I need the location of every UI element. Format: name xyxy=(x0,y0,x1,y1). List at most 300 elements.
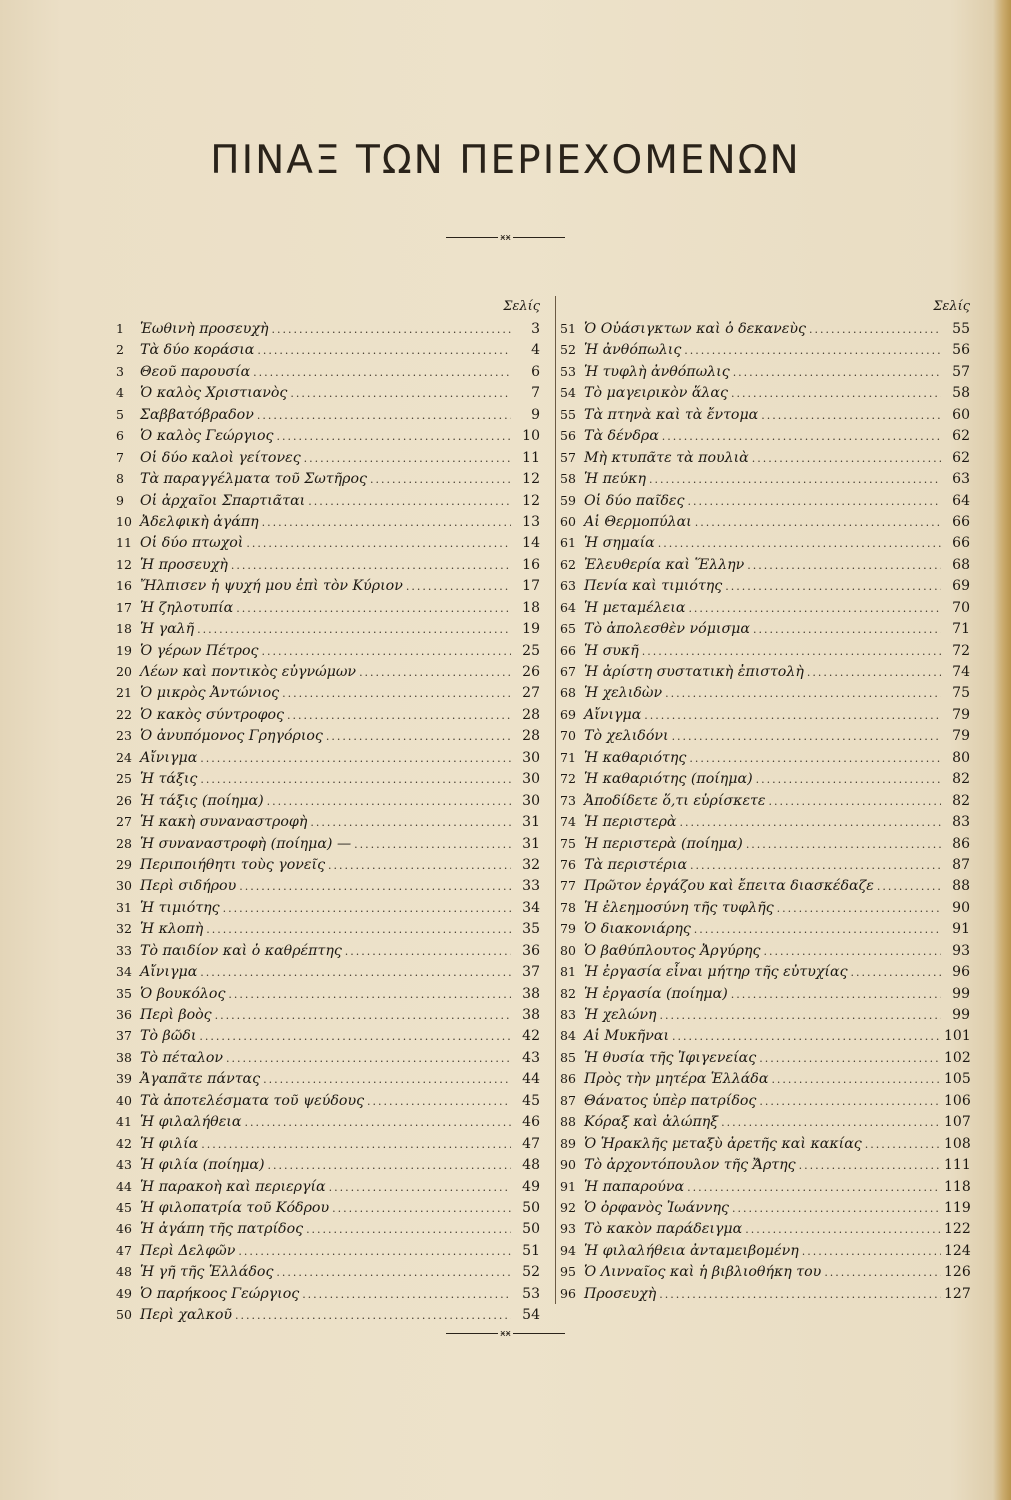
entry-number: 84 xyxy=(560,1028,576,1044)
dot-leader xyxy=(756,769,941,790)
toc-entry xyxy=(560,961,970,982)
entry-number: 7 xyxy=(116,449,124,465)
entry-number: 61 xyxy=(560,535,576,551)
entry-number: 69 xyxy=(560,706,576,722)
entry-number: 20 xyxy=(116,664,132,679)
dot-leader xyxy=(310,812,511,833)
entry-page: 31 xyxy=(522,814,540,831)
entry-number: 1 xyxy=(116,321,124,336)
entry-title: Τὰ πτηνὰ καὶ τὰ ἔντομα xyxy=(584,406,759,423)
entry-number: 83 xyxy=(560,1007,576,1022)
entry-title: Πενία καὶ τιμιότης xyxy=(584,578,723,595)
entry-number: 39 xyxy=(116,1071,132,1087)
entry-title: Ἡ περιστερὰ xyxy=(584,814,677,831)
entry-title: Τὰ ἀποτελέσματα τοῦ ψεύδους xyxy=(140,1092,365,1109)
entry-title: Ἡ συναναστροφὴ (ποίημα) — xyxy=(140,835,352,852)
entry-number: 21 xyxy=(116,685,132,701)
entry-page: 14 xyxy=(522,535,540,552)
toc-entry xyxy=(560,554,970,575)
toc-entry xyxy=(560,725,970,746)
entry-title: Ἡ ἐλεημοσύνη τῆς τυφλῆς xyxy=(584,899,774,916)
entry-page: 34 xyxy=(522,899,540,916)
dot-leader xyxy=(688,598,941,619)
entry-number: 85 xyxy=(560,1049,576,1065)
toc-entry xyxy=(560,1047,970,1068)
entry-title: Ἡ χελιδὼν xyxy=(584,685,663,702)
entry-title: Τὸ ἀρχοντόπουλον τῆς Ἄρτης xyxy=(584,1157,796,1174)
entry-page: 30 xyxy=(522,771,540,788)
entry-number: 81 xyxy=(560,964,576,980)
entry-title: Ἡ καθαριότης xyxy=(584,749,687,766)
toc-entry xyxy=(560,1240,970,1261)
entry-page: 3 xyxy=(531,321,540,337)
dot-leader xyxy=(206,919,511,940)
entry-page: 82 xyxy=(952,771,970,788)
entry-title: Ἡ τυφλὴ ἀνθόπωλις xyxy=(584,363,730,380)
entry-number: 32 xyxy=(116,921,132,937)
entry-page: 87 xyxy=(952,856,970,873)
entry-title: Ἡ κακὴ συναναστροφὴ xyxy=(140,814,308,831)
entry-number: 8 xyxy=(116,471,124,487)
entry-title: Ἡ μεταμέλεια xyxy=(584,599,686,616)
dot-leader xyxy=(695,512,941,533)
toc-entry xyxy=(560,640,970,661)
dot-leader xyxy=(276,1262,511,1283)
entry-page: 111 xyxy=(944,1157,971,1174)
entry-number: 36 xyxy=(116,1007,132,1022)
dot-leader xyxy=(287,705,511,726)
entry-page: 26 xyxy=(522,664,540,680)
dot-leader xyxy=(799,1155,941,1176)
toc-entry xyxy=(116,875,540,896)
entry-page: 28 xyxy=(522,706,540,723)
entry-number: 64 xyxy=(560,599,576,615)
dot-leader xyxy=(649,469,941,490)
toc-entry xyxy=(116,339,540,360)
entry-number: 67 xyxy=(560,664,576,679)
entry-number: 55 xyxy=(560,406,576,422)
dot-leader xyxy=(328,855,511,876)
entry-title: Οἱ ἀρχαῖοι Σπαρτιᾶται xyxy=(140,492,306,509)
dot-leader xyxy=(771,1069,941,1090)
entry-page: 60 xyxy=(952,406,970,423)
toc-entry xyxy=(116,575,540,596)
toc-entry xyxy=(560,661,970,682)
dot-leader xyxy=(642,641,941,662)
dot-leader xyxy=(238,1241,511,1262)
dot-leader xyxy=(262,512,511,533)
entry-number: 60 xyxy=(560,513,576,529)
toc-entry xyxy=(116,1261,540,1282)
dot-leader xyxy=(367,1091,511,1112)
entry-number: 90 xyxy=(560,1157,576,1173)
dot-leader xyxy=(763,941,941,962)
entry-number: 74 xyxy=(560,814,576,830)
toc-list-right xyxy=(560,318,970,1304)
dot-leader xyxy=(689,748,941,769)
entry-title: Τὸ παιδίον καὶ ὁ καθρέπτης xyxy=(140,942,342,959)
toc-entry xyxy=(116,897,540,918)
toc-entry xyxy=(116,511,540,532)
entry-title: Ἡ ἐργασία εἶναι μήτηρ τῆς εὐτυχίας xyxy=(584,964,848,981)
entry-number: 48 xyxy=(116,1264,132,1280)
dot-leader xyxy=(731,984,941,1005)
entry-number: 78 xyxy=(560,899,576,915)
entry-page: 38 xyxy=(522,1007,540,1023)
entry-page: 75 xyxy=(952,685,970,702)
dot-leader xyxy=(262,641,511,662)
entry-title: Ἀδελφικὴ ἀγάπη xyxy=(140,513,259,530)
dot-leader xyxy=(223,898,511,919)
dot-leader xyxy=(725,576,941,597)
entry-page: 56 xyxy=(952,342,970,359)
entry-page: 16 xyxy=(522,556,540,573)
entry-number: 33 xyxy=(116,942,132,958)
entry-title: Μὴ κτυπᾶτε τὰ πουλιὰ xyxy=(584,449,749,466)
toc-entry xyxy=(560,682,970,703)
entry-title: Ἡ ἐργασία (ποίημα) xyxy=(584,985,728,1002)
entry-page: 27 xyxy=(522,685,540,702)
entry-page: 107 xyxy=(944,1114,971,1131)
entry-title: Ὁ παρήκοος Γεώργιος xyxy=(140,1285,300,1302)
dot-leader xyxy=(200,748,511,769)
toc-entry xyxy=(116,468,540,489)
entry-title: Οἱ δύο πτωχοὶ xyxy=(140,535,244,552)
entry-title: Προσευχὴ xyxy=(584,1285,657,1302)
page-edge xyxy=(993,0,1011,1500)
toc-entry xyxy=(560,1133,970,1154)
entry-page: 102 xyxy=(944,1049,971,1066)
entry-number: 96 xyxy=(560,1285,576,1301)
entry-page: 122 xyxy=(944,1221,971,1238)
entry-page: 49 xyxy=(522,1178,540,1195)
dot-leader xyxy=(215,1005,511,1026)
entry-page: 30 xyxy=(522,749,540,766)
entry-number: 59 xyxy=(560,492,576,508)
entry-page: 118 xyxy=(944,1178,971,1195)
entry-page: 93 xyxy=(952,942,970,959)
entry-title: Περὶ σιδήρου xyxy=(140,878,237,895)
entry-page: 57 xyxy=(952,363,970,380)
entry-number: 41 xyxy=(116,1114,132,1130)
toc-entry xyxy=(116,1240,540,1261)
entry-page: 119 xyxy=(944,1199,971,1216)
entry-number: 42 xyxy=(116,1135,132,1151)
dot-leader xyxy=(732,1198,941,1219)
toc-entry xyxy=(560,1218,970,1239)
dot-leader xyxy=(268,1155,511,1176)
entry-number: 51 xyxy=(560,321,576,336)
entry-page: 69 xyxy=(952,578,970,595)
entry-title: Τὰ περιστέρια xyxy=(584,856,688,873)
entry-title: Ἡ ἀνθόπωλις xyxy=(584,342,682,359)
toc-entry xyxy=(560,339,970,360)
entry-title: Ὁ καλὸς Χριστιανὸς xyxy=(140,385,288,402)
entry-title: Ἑωθινὴ προσευχὴ xyxy=(140,321,269,337)
toc-entry xyxy=(560,468,970,489)
entry-page: 32 xyxy=(522,856,540,873)
entry-title: Ἀποδίδετε ὅ,τι εὑρίσκετε xyxy=(584,792,766,809)
entry-page: 83 xyxy=(952,814,970,831)
entry-title: Ἡ ἀρίστη συστατικὴ ἐπιστολὴ xyxy=(584,664,804,680)
toc-entry xyxy=(116,768,540,789)
toc-entry xyxy=(116,833,540,854)
page-title: ΠΙΝΑΞ ΤΩΝ ΠΕΡΙΕΧΟΜΕΝΩΝ xyxy=(210,138,801,183)
entry-page: 46 xyxy=(522,1114,540,1131)
entry-page: 105 xyxy=(944,1071,971,1088)
dot-leader xyxy=(406,576,511,597)
entry-number: 28 xyxy=(116,835,132,851)
entry-title: Περιποιήθητι τοὺς γονεῖς xyxy=(140,856,326,873)
entry-title: Ὁ γέρων Πέτρος xyxy=(140,642,259,659)
dot-leader xyxy=(777,898,941,919)
toc-entry xyxy=(560,361,970,382)
entry-number: 12 xyxy=(116,556,132,572)
entry-number: 82 xyxy=(560,985,576,1001)
dot-leader xyxy=(271,319,511,340)
entry-title: Ὁ Λινναῖος καὶ ἡ βιβλιοθήκη του xyxy=(584,1264,822,1281)
entry-number: 95 xyxy=(560,1264,576,1280)
dot-leader xyxy=(201,1134,511,1155)
entry-title: Ὁ βουκόλος xyxy=(140,985,226,1002)
dot-leader xyxy=(658,533,941,554)
dot-leader xyxy=(199,1026,511,1047)
dot-leader xyxy=(753,619,941,640)
toc-entry xyxy=(116,725,540,746)
entry-number: 17 xyxy=(116,599,132,615)
entry-title: Οἱ δύο καλοὶ γείτονες xyxy=(140,449,301,466)
entry-number: 56 xyxy=(560,428,576,444)
entry-number: 18 xyxy=(116,621,132,637)
dot-leader xyxy=(282,683,511,704)
entry-title: Ἡ φιλαλήθεια ἀνταμειβομένη xyxy=(584,1242,799,1259)
entry-number: 65 xyxy=(560,621,576,637)
toc-entry xyxy=(116,554,540,575)
entry-page: 62 xyxy=(952,428,970,445)
entry-page: 28 xyxy=(522,728,540,745)
toc-entry xyxy=(560,597,970,618)
entry-title: Ὁ Οὐάσιγκτων καὶ ὁ δεκανεὺς xyxy=(584,321,806,337)
dot-leader xyxy=(659,1005,941,1026)
toc-entry xyxy=(560,897,970,918)
entry-page: 126 xyxy=(944,1264,971,1281)
dot-leader xyxy=(644,705,941,726)
toc-entry xyxy=(560,1176,970,1197)
dot-leader xyxy=(802,1241,941,1262)
toc-entry xyxy=(116,1154,540,1175)
toc-entry xyxy=(116,618,540,639)
entry-title: Αἴνιγμα xyxy=(584,706,642,723)
entry-page: 58 xyxy=(952,385,970,402)
entry-page: 50 xyxy=(522,1199,540,1216)
toc-entry xyxy=(560,532,970,553)
entry-page: 53 xyxy=(522,1285,540,1302)
entry-page: 71 xyxy=(952,621,970,638)
dot-leader xyxy=(257,340,511,361)
entry-page: 7 xyxy=(531,385,540,402)
entry-title: Κόραξ καὶ ἀλώπηξ xyxy=(584,1114,719,1131)
entry-title: Περὶ Δελφῶν xyxy=(140,1242,236,1259)
entry-page: 44 xyxy=(522,1071,540,1088)
dot-leader xyxy=(290,383,511,404)
entry-title: Ὁ Ἡρακλῆς μεταξὺ ἀρετῆς καὶ κακίας xyxy=(584,1135,862,1152)
toc-entry xyxy=(560,618,970,639)
entry-number: 19 xyxy=(116,642,132,658)
entry-number: 94 xyxy=(560,1242,576,1258)
dot-leader xyxy=(752,448,941,469)
entry-number: 63 xyxy=(560,578,576,594)
toc-entry xyxy=(560,1004,970,1025)
entry-title: Αἴνιγμα xyxy=(140,749,198,766)
toc-entry xyxy=(116,961,540,982)
entry-title: Ἡ τάξις (ποίημα) xyxy=(140,792,264,809)
entry-page: 43 xyxy=(522,1049,540,1066)
entry-page: 79 xyxy=(952,706,970,723)
entry-number: 43 xyxy=(116,1157,132,1173)
entry-page: 38 xyxy=(522,985,540,1002)
entry-page: 13 xyxy=(522,513,540,530)
entry-number: 37 xyxy=(116,1028,132,1044)
dot-leader xyxy=(200,962,511,983)
entry-page: 33 xyxy=(522,878,540,895)
entry-title: Ἡ φιλοπατρία τοῦ Κόδρου xyxy=(140,1199,330,1216)
toc-list-left xyxy=(116,318,540,1326)
entry-title: Τὰ δύο κοράσια xyxy=(140,342,255,359)
toc-entry xyxy=(116,983,540,1004)
entry-title: Τὸ πέταλον xyxy=(140,1049,224,1066)
dot-leader xyxy=(244,1112,511,1133)
entry-number: 72 xyxy=(560,771,576,787)
entry-number: 24 xyxy=(116,749,132,765)
entry-number: 38 xyxy=(116,1049,132,1065)
entry-title: Ἡ φιλαλήθεια xyxy=(140,1114,242,1131)
entry-number: 93 xyxy=(560,1221,576,1237)
entry-page: 42 xyxy=(522,1028,540,1045)
entry-page: 37 xyxy=(522,964,540,981)
entry-title: Σαββατόβραδον xyxy=(140,406,254,423)
entry-title: Τὰ δένδρα xyxy=(584,428,659,445)
entry-number: 70 xyxy=(560,728,576,744)
dot-leader xyxy=(665,683,941,704)
dot-leader xyxy=(306,1219,511,1240)
entry-title: Ἡ κλοπὴ xyxy=(140,921,204,938)
toc-entry xyxy=(560,747,970,768)
toc-entry xyxy=(116,1047,540,1068)
entry-number: 91 xyxy=(560,1178,576,1194)
entry-page: 35 xyxy=(522,921,540,938)
entry-page: 50 xyxy=(522,1221,540,1238)
toc-entry xyxy=(116,361,540,382)
entry-title: Πρῶτον ἐργάζου καὶ ἔπειτα διασκέδαζε xyxy=(584,878,874,895)
toc-entry xyxy=(560,382,970,403)
toc-entry xyxy=(116,1283,540,1304)
entry-page: 86 xyxy=(952,835,970,852)
toc-entry xyxy=(560,854,970,875)
entry-title: Ἀγαπᾶτε πάντας xyxy=(140,1071,261,1088)
entry-page: 12 xyxy=(522,492,540,509)
entry-number: 79 xyxy=(560,921,576,937)
entry-page: 9 xyxy=(531,406,540,423)
entry-number: 54 xyxy=(560,385,576,401)
toc-entry xyxy=(116,1111,540,1132)
dot-leader xyxy=(672,726,941,747)
entry-page: 45 xyxy=(522,1092,540,1109)
entry-title: Ἡ φιλία xyxy=(140,1135,199,1152)
entry-title: Ἡ σημαία xyxy=(584,535,655,552)
dot-leader xyxy=(769,791,941,812)
ornament-divider-bottom xyxy=(0,1327,1011,1340)
entry-number: 80 xyxy=(560,942,576,958)
entry-number: 31 xyxy=(116,899,132,915)
entry-page: 70 xyxy=(952,599,970,616)
dot-leader xyxy=(226,1048,511,1069)
entry-page: 51 xyxy=(522,1242,540,1259)
entry-page: 64 xyxy=(952,492,970,509)
entry-title: Πρὸς τὴν μητέρα Ἑλλάδα xyxy=(584,1071,769,1088)
dot-leader xyxy=(865,1134,941,1155)
toc-entry xyxy=(116,640,540,661)
toc-entry xyxy=(560,1090,970,1111)
toc-entry xyxy=(116,790,540,811)
entry-page: 80 xyxy=(952,749,970,766)
toc-entry xyxy=(116,1004,540,1025)
entry-title: Τὸ βῶδι xyxy=(140,1028,197,1045)
entry-title: Ὁ ὀρφανὸς Ἰωάννης xyxy=(584,1199,729,1216)
entry-title: Ὁ βαθύπλουτος Ἀργύρης xyxy=(584,942,761,959)
toc-entry xyxy=(560,983,970,1004)
entry-number: 53 xyxy=(560,363,576,379)
entry-page: 4 xyxy=(531,342,540,359)
entry-page: 101 xyxy=(944,1028,971,1045)
entry-number: 73 xyxy=(560,792,576,808)
entry-page: 48 xyxy=(522,1157,540,1174)
dot-leader xyxy=(236,598,511,619)
toc-entry xyxy=(116,318,540,339)
entry-number: 9 xyxy=(116,492,124,508)
dot-leader xyxy=(746,834,941,855)
entry-page: 17 xyxy=(522,578,540,595)
entry-page: 91 xyxy=(952,921,970,938)
toc-entry xyxy=(560,1197,970,1218)
entry-page: 96 xyxy=(952,964,970,981)
entry-title: Τὸ μαγειρικὸν ἅλας xyxy=(584,385,728,402)
dot-leader xyxy=(731,383,941,404)
entry-title: Ἡ γῆ τῆς Ἑλλάδος xyxy=(140,1264,274,1281)
toc-entry xyxy=(116,404,540,425)
entry-page: 18 xyxy=(522,599,540,616)
toc-entry xyxy=(560,811,970,832)
dot-leader xyxy=(824,1262,941,1283)
entry-page: 66 xyxy=(952,535,970,552)
dot-leader xyxy=(688,491,942,512)
entry-title: Οἱ δύο παῖδες xyxy=(584,492,685,509)
entry-page: 12 xyxy=(522,471,540,488)
toc-entry xyxy=(116,447,540,468)
dot-leader xyxy=(690,855,941,876)
entry-number: 88 xyxy=(560,1114,576,1130)
toc-entry xyxy=(116,597,540,618)
entry-number: 34 xyxy=(116,964,132,980)
toc-entry xyxy=(560,704,970,725)
dot-leader xyxy=(761,405,941,426)
entry-title: Ἡ τάξις xyxy=(140,771,198,788)
entry-number: 3 xyxy=(116,363,124,379)
entry-number: 92 xyxy=(560,1199,576,1215)
dot-leader xyxy=(257,405,511,426)
entry-number: 16 xyxy=(116,578,132,594)
entry-title: Αἱ Θερμοπύλαι xyxy=(584,513,692,530)
entry-number: 71 xyxy=(560,749,576,765)
